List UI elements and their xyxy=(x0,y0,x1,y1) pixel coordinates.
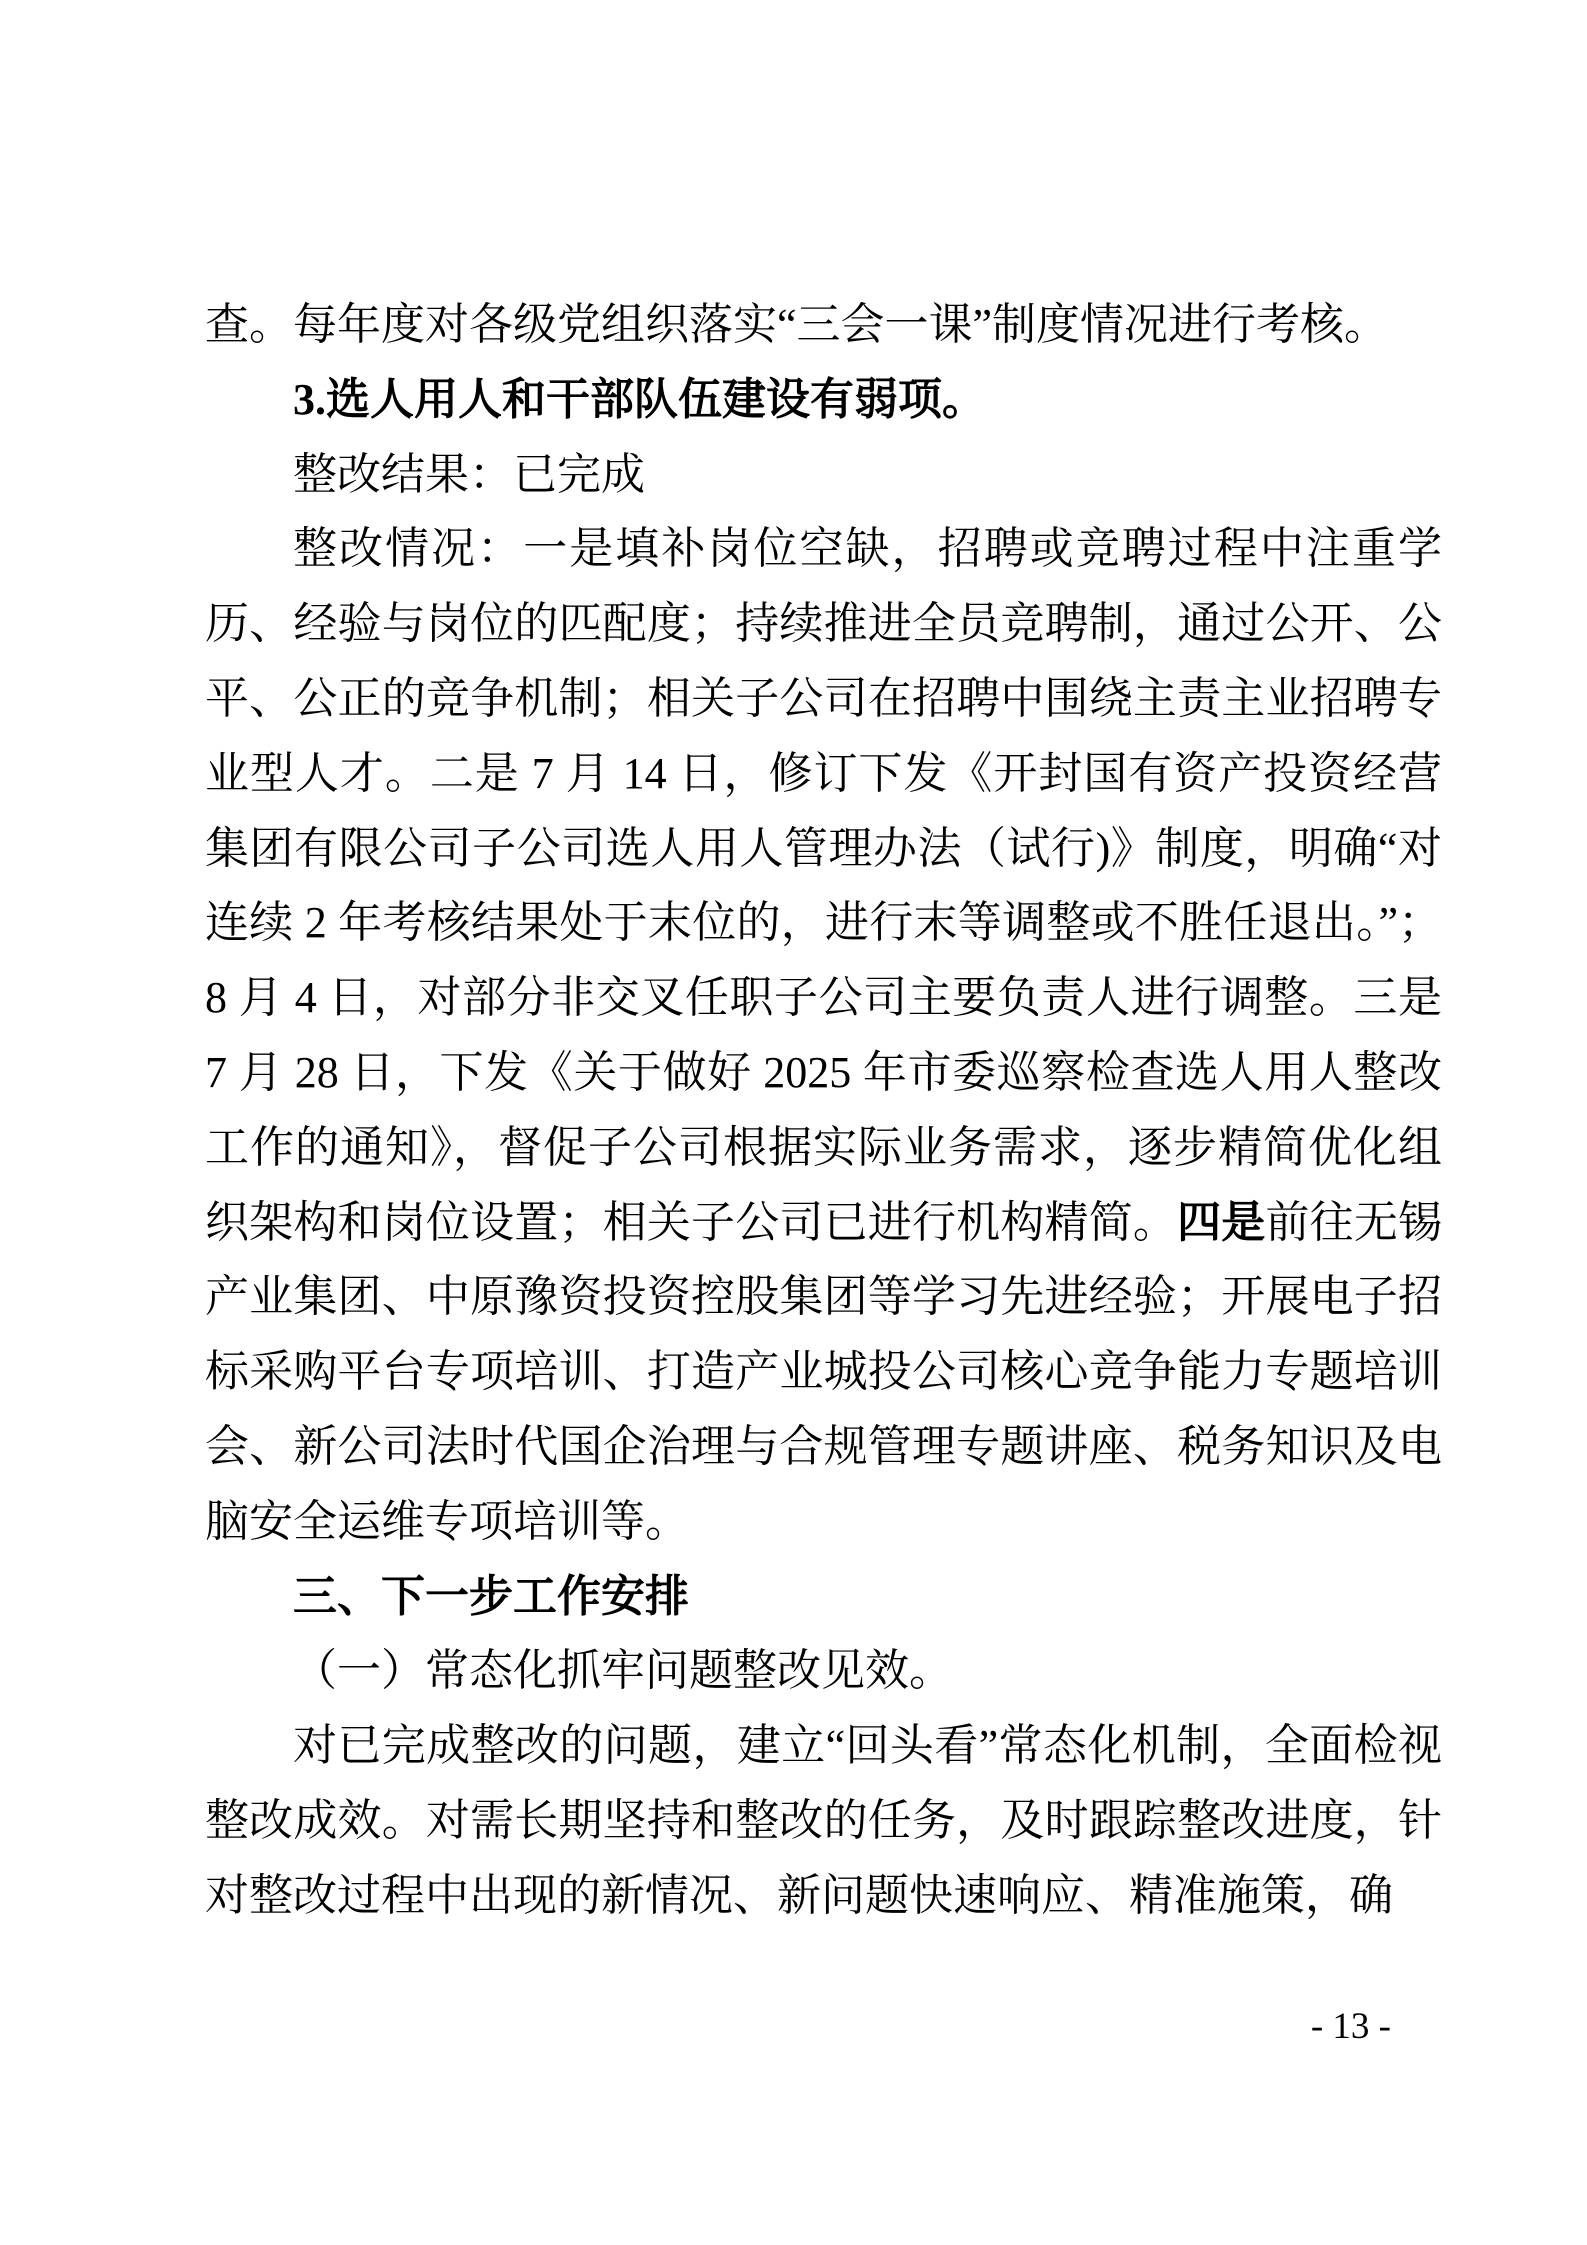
page-number: - 13 - xyxy=(1310,2006,1391,2047)
rectification-result-line: 整改结果：已完成 xyxy=(293,449,645,499)
numbered-item-heading: 3.选人用人和干部队伍建设有弱项。 xyxy=(293,374,986,424)
rectification-detail-paragraph xyxy=(205,512,1442,1559)
detail-text-emphasis: 四是 xyxy=(1177,1197,1266,1247)
body-paragraph-continuation: 查。每年度对各级党组织落实“三会一课”制度情况进行考核。 xyxy=(205,300,1389,349)
body-paragraph: 对已完成整改的问题，建立“回头看”常态化机制，全面检视整改成效。对需长期坚持和整改的任务，及时跟踪整改进度，针对整改过程中出现的新情况、新问题快速响应、精准施策，确 xyxy=(205,1721,1442,1920)
detail-text-pre: 整改情况：一是填补岗位空缺，招聘或竞聘过程中注重学历、经验与岗位的匹配度；持续推进全员竞聘制，通过公开、公平、公正的竞争机制；相关子公司在招聘中围绕主责主业招聘专业型人才。二是 7 月 14 日，修订下发《开封国有资产投资经营集团有限公司子公司选人用人管理办法（试行)》制度，明确“对连续 2 年考核结果处于末位的，进行末等调整或不胜任退出。”；8 月 4 日，对部分非交叉任职子公司主要负责人进行调整。三是 7 月 28 日，下发《关于做好 2025 年市委巡察检查选人用人整改工作的通知》，督促子公司根据实际业务需求，逐步精简优化组织架构和岗位设置；相关子公司已进行机构精简。 xyxy=(205,524,1442,1247)
detail-text-post: 前往无锡产业集团、中原豫资投资控股集团等学习先进经验；开展电子招标采购平台专项培训、打造产业城投公司核心竞争能力专题培训会、新公司法时代国企治理与合规管理专题讲座、税务知识及电脑安全运维专项培训等。 xyxy=(205,1197,1443,1546)
document-body xyxy=(205,288,1442,1934)
section-heading: 三、下一步工作安排 xyxy=(293,1571,689,1621)
subsection-heading: （一）常态化抓牢问题整改见效。 xyxy=(293,1646,953,1696)
